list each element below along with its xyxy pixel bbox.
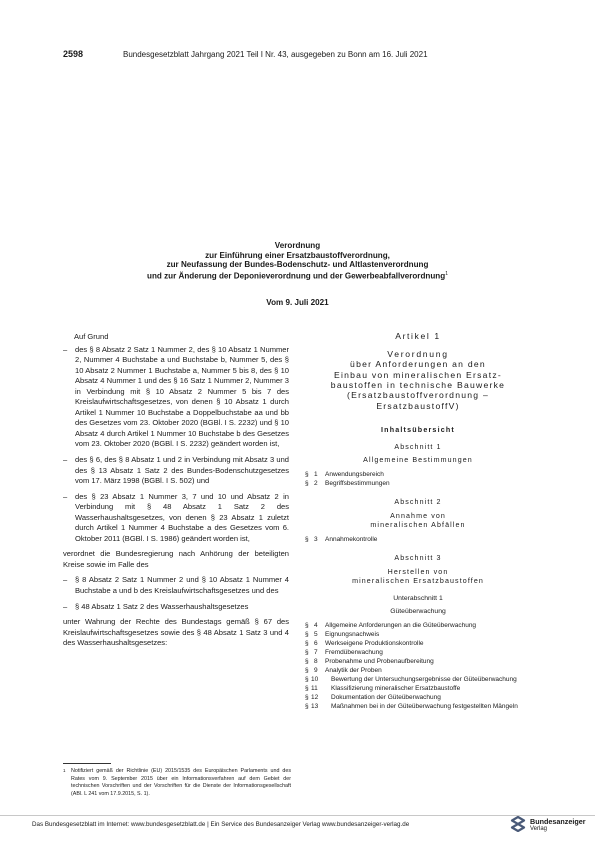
page-header: [63, 49, 428, 59]
footnote-text: Notifiziert gemäß der Richtlinie (EU) 2015/1535 des Europäischen Parlaments und des Rates vom 9. September 2015 über ein Informationsverfahren auf dem Gebiet der technischen Vorschriften und der Vorschriften für die Dienste der Informationsgesellschaft (ABl. L 241 vom 17.9.2015, S. 1).: [71, 768, 291, 797]
preamble-middle: verordnet die Bundesregierung nach Anhörung der beteiligten Kreise sowie im Falle des: [63, 549, 289, 569]
footnote-divider: [63, 763, 111, 764]
preamble-closing: unter Wahrung der Rechte des Bundestags gemäß § 67 des Kreislaufwirtschaftsgesetzes sowie des § 48 Absatz 1 Satz 3 und 4 des Wasserhaushaltsgesetzes:: [63, 617, 289, 648]
toc-number: 10: [311, 676, 319, 684]
preamble-item-text: § 8 Absatz 2 Satz 1 Nummer 2 und § 10 Absatz 1 Nummer 4 Buchstabe a und b des Kreislaufwirtschaftsgesetzes und des: [75, 575, 289, 596]
section-sign: §: [305, 630, 309, 638]
section-label: Abschnitt 3: [394, 553, 442, 562]
logo-mark-icon: [510, 816, 526, 832]
preamble-item: [63, 575, 289, 596]
toc-number: 1: [314, 471, 318, 478]
article-column: [305, 332, 531, 711]
footer-text: Das Bundesgesetzblatt im Internet: www.bundesgesetzblatt.de | Ein Service des Bundesanzeiger Verlag www.bundesanzeiger-verlag.de: [32, 821, 410, 828]
toc-number: 3: [314, 535, 318, 543]
ordinance-title-line: baustoffen in technische Bauwerke: [330, 380, 506, 390]
toc-text: Allgemeine Anforderungen an die Güteüberwachung: [325, 621, 477, 629]
publisher-logo: [510, 814, 586, 836]
section-sign: §: [305, 471, 309, 478]
toc-row: [305, 684, 531, 693]
section-label: Abschnitt 2: [394, 498, 442, 507]
toc-number: 2: [314, 480, 318, 488]
preamble-item: [63, 455, 289, 487]
toc-row: [305, 621, 531, 630]
toc-row: [305, 479, 531, 488]
section-name: mineralischen Ersatzbaustoffen: [352, 577, 484, 586]
toc-number: 13: [311, 703, 319, 711]
toc-row: [305, 639, 531, 648]
section-name: mineralischen Abfällen: [370, 521, 466, 530]
ordinance-title-line: ErsatzbaustoffV): [376, 400, 460, 411]
toc-text: Eignungsnachweis: [325, 630, 380, 638]
preamble-item: [63, 492, 289, 545]
ordinance-word: Verordnung: [387, 348, 449, 359]
logo-line1: Bundesanzeiger: [530, 817, 586, 826]
toc-text: Dokumentation der Güteüberwachung: [331, 694, 441, 702]
subsection-label: Unterabschnitt 1: [393, 594, 443, 602]
section-label: Abschnitt 1: [394, 442, 442, 451]
preamble-item: [63, 602, 289, 613]
preamble-item-text: des § 23 Absatz 1 Nummer 3, 7 und 10 und Absatz 2 in Verbindung mit § 48 Absatz 1 Satz 2 des Wasserhaushaltsgesetzes, von denen § 23 Absatz 1 zuletzt durch Artikel 1 Nummer 4 Buchstabe a des Gesetzes vom 6. Oktober 2011 (BGBl. I S. 1986) geändert worden ist,: [75, 491, 289, 543]
preamble-item-text: § 48 Absatz 1 Satz 2 des Wasserhaushaltsgesetzes: [75, 601, 249, 611]
footnote: [63, 768, 291, 798]
footnote-mark: 1: [445, 270, 448, 277]
toc-number: 8: [314, 658, 318, 666]
dash-icon: –: [63, 344, 68, 354]
title-line: zur Neufassung der Bundes-Bodenschutz- und Altlastenverordnung: [166, 260, 429, 270]
section-name: Allgemeine Bestimmungen: [363, 456, 473, 465]
toc-number: 5: [314, 630, 318, 638]
toc-text: Fremdüberwachung: [325, 649, 383, 657]
toc-row: [305, 693, 531, 702]
toc-text: Werkseigene Produktionskontrolle: [325, 639, 424, 647]
dash-icon: –: [63, 455, 68, 465]
toc-text: Klassifizierung mineralischer Ersatzbaustoffe: [331, 685, 461, 693]
preamble-item-text: des § 8 Absatz 2 Satz 1 Nummer 2, des § 10 Absatz 1 Nummer 2, Nummer 4 Buchstabe a und Buchstabe b, Nummer 5, des § 10 Absatz 2 Nummer 1 Buchstabe a, Nummer 5 bis 8, des § 10 Absatz 4 Nummer 1 und des § 16 Satz 1 Nummer 2, Nummer 3 in Verbindung mit § 10 Absatz 2 Nummer 5 bis 7 des Kreislaufwirtschaftsgesetzes, von denen § 10 Absatz 1 durch Artikel 1 Nummer 10 Buchstabe a Doppelbuchstabe aa und bb des Gesetzes vom 23. Oktober 2020 (BGBl. I S. 2232) und § 10 Absatz 4 durch Artikel 1 Nummer 10 Buchstabe b des Gesetzes vom 23. Oktober 2020 (BGBl. I S. 2232) geändert worden ist,: [75, 344, 289, 449]
section-sign: §: [305, 535, 309, 543]
preamble-item: [63, 345, 289, 450]
preamble-intro: Auf Grund: [74, 332, 109, 341]
title-line: [0, 270, 595, 281]
toc-row: [305, 702, 531, 711]
ordinance-title-line: Einbau von mineralischen Ersatz-: [333, 369, 502, 380]
section-sign: §: [305, 649, 309, 657]
dash-icon: –: [63, 601, 68, 611]
section-sign: §: [305, 703, 309, 711]
ordinance-title-line: (Ersatzbaustoffverordnung –: [346, 390, 490, 401]
toc-number: 7: [314, 649, 318, 657]
toc-number: 4: [314, 621, 318, 629]
toc-text: Analytik der Proben: [325, 667, 382, 675]
section-name: Herstellen von: [387, 567, 449, 576]
section-sign: §: [305, 667, 309, 675]
section-sign: §: [305, 676, 309, 684]
toc-text: Bewertung der Untersuchungsergebnisse der Güteüberwachung: [331, 676, 517, 684]
section-sign: §: [305, 694, 309, 702]
ordinance-title-line: über Anforderungen an den: [350, 359, 486, 370]
preamble-item-text: des § 6, des § 8 Absatz 1 und 2 in Verbindung mit Absatz 3 und des § 13 Absatz 1 Satz 2 des Bundes-Bodenschutzgesetzes vom 17. März 1998 (BGBl. I S. 502) und: [75, 455, 289, 486]
header-line: Bundesgesetzblatt Jahrgang 2021 Teil I Nr. 43, ausgegeben zu Bonn am 16. Juli 2021: [123, 50, 428, 59]
toc-row: [305, 657, 531, 666]
regulation-date: Vom 9. Juli 2021: [266, 298, 329, 307]
toc-text: Anwendungsbereich: [325, 471, 384, 478]
footer-divider: [0, 815, 595, 816]
section-sign: §: [305, 480, 309, 488]
toc-text: Maßnahmen bei in der Güteüberwachung festgestellten Mängeln: [331, 703, 518, 711]
title-line: Verordnung: [274, 241, 321, 250]
toc-row: [305, 675, 531, 684]
preamble-column: [63, 332, 289, 649]
dash-icon: –: [63, 575, 68, 585]
toc-row: [305, 470, 531, 479]
subsection-name: Güteüberwachung: [390, 608, 446, 616]
toc-text: Annahmekontrolle: [325, 535, 378, 543]
article-heading: Artikel 1: [395, 331, 441, 341]
toc-row: [305, 648, 531, 657]
footnote-number: 1: [63, 768, 66, 773]
dash-icon: –: [63, 491, 68, 501]
page-number: 2598: [63, 49, 84, 59]
toc-number: 12: [311, 694, 319, 702]
regulation-title: [0, 241, 595, 281]
toc-text: Begriffsbestimmungen: [325, 480, 390, 488]
title-line-text: und zur Änderung der Deponieverordnung und der Gewerbeabfallverordnung: [147, 271, 446, 281]
section-sign: §: [305, 621, 309, 629]
toc-row: [305, 666, 531, 675]
toc-row: [305, 535, 531, 544]
toc-text: Probenahme und Probenaufbereitung: [325, 658, 434, 666]
toc-number: 9: [314, 667, 318, 675]
section-sign: §: [305, 685, 309, 693]
logo-line2: Verlag: [530, 826, 548, 832]
toc-title: Inhaltsübersicht: [381, 426, 455, 435]
title-line: zur Einführung einer Ersatzbaustoffverordnung,: [205, 250, 390, 260]
toc-number: 6: [314, 639, 318, 647]
section-sign: §: [305, 639, 309, 647]
toc-number: 11: [311, 685, 318, 693]
section-sign: §: [305, 658, 309, 666]
toc-row: [305, 630, 531, 639]
section-name: Annahme von: [390, 511, 446, 520]
